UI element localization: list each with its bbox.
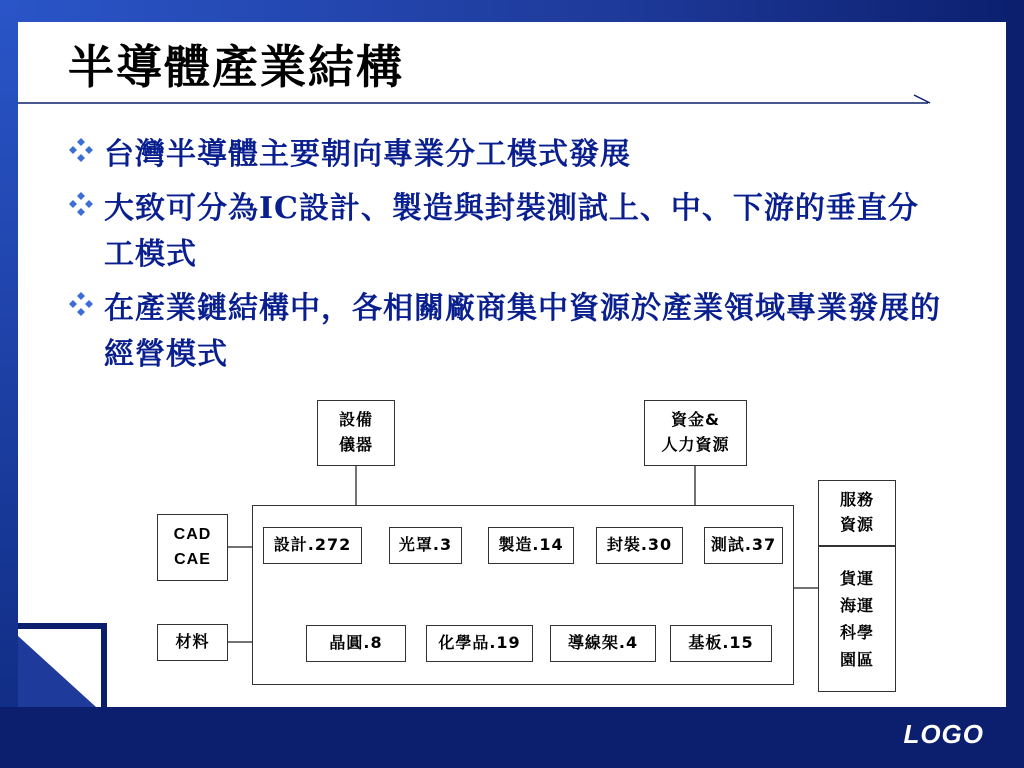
logistics-label-4: 園區 — [839, 650, 874, 670]
equipment-label-1: 設備 — [338, 410, 373, 430]
funding-label-2: 人力資源 — [661, 435, 730, 454]
packaging-box — [596, 527, 683, 564]
bullet-text: 台灣半導體主要朝向專業分工模式發展 — [104, 137, 631, 172]
testing-box — [704, 527, 783, 564]
chemicals-label: 化學品.19 — [438, 633, 521, 653]
materials-label: 材料 — [175, 632, 210, 652]
testing-label: 測試.37 — [710, 535, 777, 555]
cad-box — [157, 514, 228, 581]
bullet-text: 在產業鏈結構中，各相關廠商集中資源於產業領域專業發展的經營模式 — [104, 291, 941, 372]
funding-box — [644, 400, 747, 466]
materials-box — [157, 624, 228, 661]
mask-label: 光罩.3 — [398, 535, 453, 555]
packaging-label: 封裝.30 — [606, 535, 673, 555]
equipment-label-2: 儀器 — [338, 435, 373, 454]
substrate-box — [670, 625, 772, 662]
logistics-label-3: 科學 — [839, 623, 874, 642]
leadframe-box — [550, 625, 656, 662]
design-label: 設計.272 — [273, 535, 352, 555]
logo-text: LOGO — [903, 719, 984, 749]
wafer-label: 晶圓.8 — [329, 633, 383, 653]
bullet-text: 大致可分為IC設計、製造與封裝測試上、中、下游的垂直分工模式 — [104, 191, 919, 272]
chemicals-box — [426, 625, 533, 662]
funding-label-1: 資金& — [671, 410, 720, 430]
slide-title: 半導體產業結構 — [68, 40, 404, 94]
logistics-label-1: 貨運 — [839, 568, 874, 588]
manufacturing-label: 製造.14 — [498, 535, 564, 555]
equipment-box — [317, 400, 395, 466]
design-box — [263, 527, 362, 564]
manufacturing-box — [488, 527, 574, 564]
services-label-2: 資源 — [839, 515, 874, 534]
mask-box — [389, 527, 462, 564]
services-box — [818, 480, 896, 546]
cad-label: CAD — [173, 525, 212, 543]
leadframe-label: 導線架.4 — [567, 633, 639, 653]
substrate-label: 基板.15 — [688, 633, 754, 653]
cae-label: CAE — [174, 550, 211, 568]
wafer-box — [306, 625, 406, 662]
logistics-box — [818, 546, 896, 692]
services-label-1: 服務 — [839, 490, 874, 510]
logistics-label-2: 海運 — [839, 595, 874, 615]
